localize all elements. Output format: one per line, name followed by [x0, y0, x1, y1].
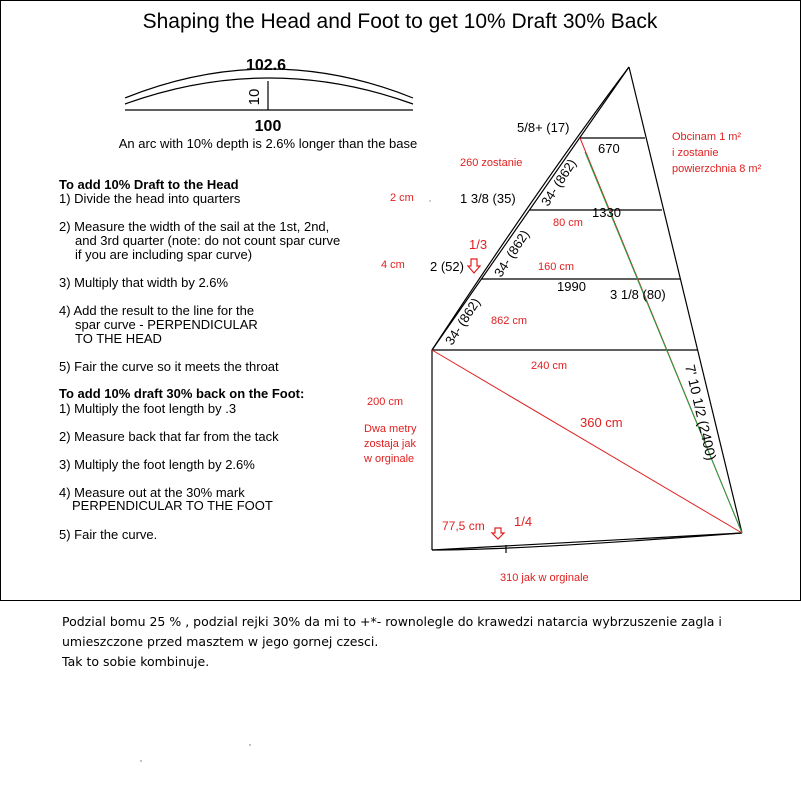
arc-base-value: 100: [254, 118, 282, 135]
cm-160-label: 160 cm: [538, 261, 575, 273]
arc-illustration: [119, 57, 417, 151]
offset-label-1: 5/8+ (17): [517, 120, 570, 135]
foot-step: 1) Multiply the foot length by .3: [59, 401, 237, 416]
head-step: 1) Divide the head into quarters: [59, 191, 241, 206]
two-meters-line: w orginale: [364, 453, 415, 465]
diagram-title: Shaping the Head and Foot to get 10% Draft 30% Back: [142, 10, 658, 33]
foot-step: 3) Multiply the foot length by 2.6%: [59, 457, 255, 472]
two-meters-line: Dwa metry: [364, 423, 417, 435]
foot-step: 4) Measure out at the 30% mark: [59, 485, 245, 500]
arc-top-value: 102.6: [245, 57, 287, 74]
offset-label-2: 1 3/8 (35): [460, 191, 516, 206]
stray-dot: [429, 200, 430, 201]
cm-200-label: 200 cm: [367, 396, 404, 408]
red-annotations: [363, 131, 762, 584]
width-label-2: 1330: [592, 205, 621, 220]
foot-step: 5) Fair the curve.: [59, 527, 158, 542]
down-arrow-icon: [492, 528, 504, 539]
cm-240-label: 240 cm: [531, 360, 568, 372]
head-step: and 3rd quarter (note: do not count spar curve: [75, 233, 341, 248]
head-segment-label: 34- (862): [441, 295, 484, 348]
head-step: spar curve - PERPENDICULAR: [75, 317, 258, 332]
cm-77-5-label: 77,5 cm: [442, 519, 485, 533]
two-meters-line: zostaja jak: [364, 438, 416, 450]
foot-instructions: [59, 386, 304, 542]
quarter-label: 1/4: [514, 514, 533, 529]
bottom-note-line: umieszczone przed masztem w jego gornej czesci.: [62, 634, 379, 649]
offset-label-3: 2 (52): [430, 259, 464, 274]
foot-edge: [432, 533, 742, 550]
arc-depth-value: 10: [246, 88, 263, 106]
width-label-3: 1990: [557, 279, 586, 294]
cm-360-label: 360 cm: [580, 415, 623, 430]
head-step: if you are including spar curve): [75, 247, 253, 262]
cut-note-line: i zostanie: [672, 147, 719, 159]
cut-note-line: Obcinam 1 m²: [672, 131, 742, 143]
bottom-note-line: Tak to sobie kombinuje.: [62, 654, 210, 669]
remains-260-label: 260 zostanie: [460, 157, 523, 169]
stray-dot: [249, 744, 250, 745]
width-label-1: 670: [598, 141, 620, 156]
head-segment-label: 34- (862): [490, 227, 533, 280]
arc-inner-curve: [125, 78, 413, 104]
cm-2-label: 2 cm: [390, 192, 414, 204]
cm-80-label: 80 cm: [553, 217, 583, 229]
foot-310-label: 310 jak w orginale: [500, 572, 589, 584]
stray-dot: [140, 760, 141, 761]
down-arrow-icon: [468, 259, 480, 273]
head-step: 2) Measure the width of the sail at the 1st, 2nd,: [59, 219, 330, 234]
foot-step: 2) Measure back that far from the tack: [59, 429, 279, 444]
leech-offset-label: 3 1/8 (80): [610, 287, 666, 302]
foot-step: PERPENDICULAR TO THE FOOT: [72, 498, 273, 513]
head-segment-label: 34- (862): [537, 156, 580, 209]
leech-length-label: 7' 10 1/2 (2400): [682, 363, 720, 462]
cm-862-label: 862 cm: [491, 315, 528, 327]
foot-heading: To add 10% draft 30% back on the Foot:: [59, 386, 305, 401]
head-heading: To add 10% Draft to the Head: [59, 177, 239, 192]
head-instructions: [59, 177, 340, 374]
third-label: 1/3: [469, 237, 488, 252]
cut-note-line: powierzchnia 8 m²: [672, 163, 762, 175]
arc-caption: An arc with 10% depth is 2.6% longer than the base: [118, 136, 418, 151]
cm-4-label: 4 cm: [381, 259, 405, 271]
head-step: 3) Multiply that width by 2.6%: [59, 275, 229, 290]
head-step: TO THE HEAD: [75, 331, 162, 346]
head-step: 5) Fair the curve so it meets the throat: [59, 359, 279, 374]
head-step: 4) Add the result to the line for the: [59, 303, 255, 318]
bottom-note: [62, 612, 782, 672]
bottom-note-line: Podzial bomu 25 % , podzial rejki 30% da mi to +*- rownolegle do krawedzi natarcia wybrzuszenie zagla i: [62, 614, 722, 629]
